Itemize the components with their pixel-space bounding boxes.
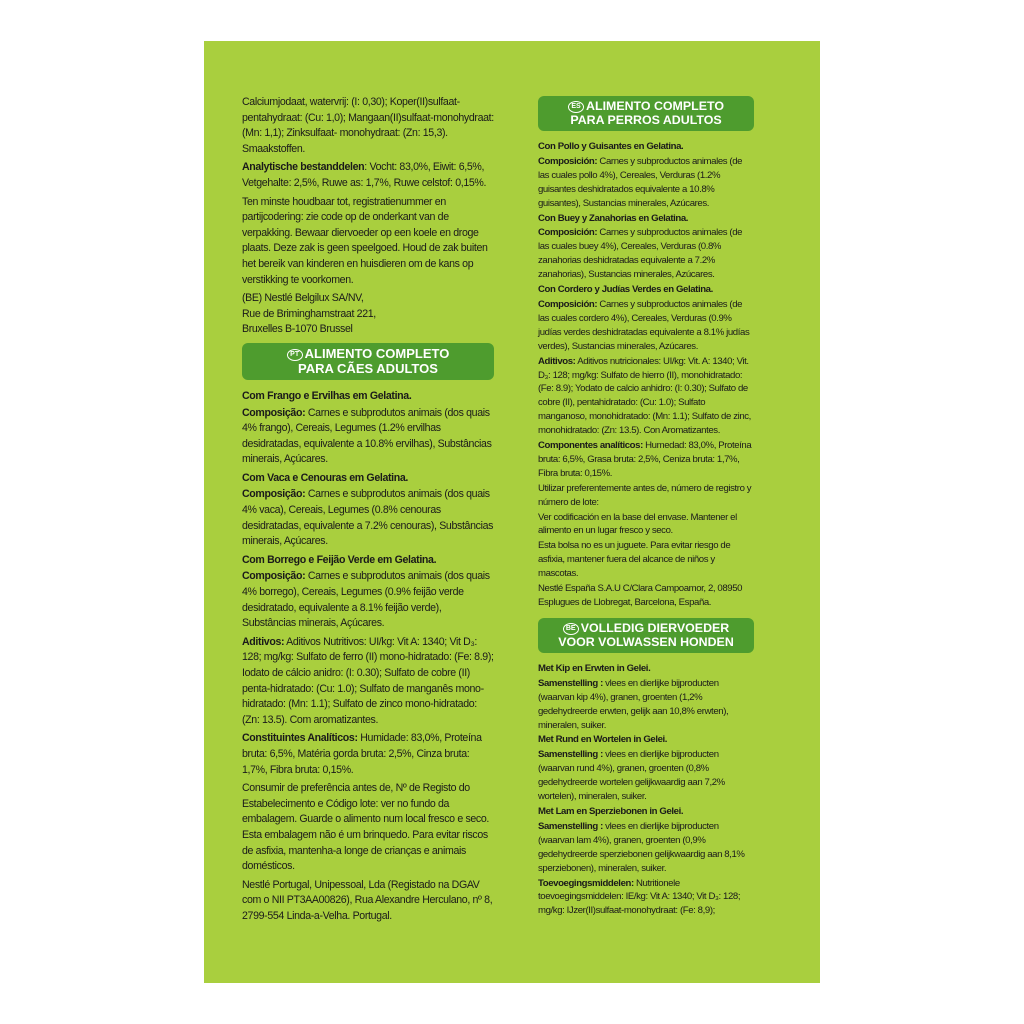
nl-address-line: (BE) Nestlé Belgilux SA/NV,	[242, 292, 364, 305]
es-storage: Esta bolsa no es un juguete. Para evitar riesgo de asfixia, mantener fuera del alcance de niños y mascotas.	[538, 540, 731, 580]
pt-variant-title: Com Borrego e Feijão Verde em Gelatina.	[242, 553, 437, 566]
be-banner-subtitle: VOOR VOLWASSEN HONDEN	[558, 634, 734, 649]
pt-variant-title: Com Vaca e Cenouras em Gelatina.	[242, 471, 409, 484]
left-column	[242, 95, 494, 926]
pt-banner-title: ALIMENTO COMPLETO	[304, 345, 450, 361]
pt-address: Nestlé Portugal, Unipessoal, Lda (Registado na DGAV com o NII PT3AA00826), Rua Alexandre Herculano, nº 8, 2799-554 Linda-a-Velha. Portugal.	[242, 878, 493, 922]
es-variant-composition: Composición: Carnes y subproductos animales (de las cuales cordero 4%), Cereales, Verduras (0.9% judías verdes deshidratadas equivalente a 8.1% judías verdes), Sustancias minerales, Azúcares.	[538, 298, 750, 352]
es-banner	[538, 96, 754, 131]
be-banner-title: VOLLEDIG DIERVOEDER	[580, 620, 730, 635]
es-flag-badge: ES	[568, 101, 584, 113]
pt-variant-composition: Composição: Carnes e subprodutos animais (dos quais 4% frango), Cereais, Legumes (1.2% ervilhas desidratadas, equivalente a 10.8% ervilhas), Substâncias minerais, Açúcares.	[242, 406, 492, 466]
nl-address-line: Rue de Briminghamstraat 221,	[242, 307, 376, 320]
pt-additives: Aditivos: Aditivos Nutritivos: UI/kg: Vit A: 1340; Vit D₃: 128; mg/kg: Sulfato de ferro (II) mono-hidratado: (Fe: 8.9); Iodato de cálcio anidro: (I: 0.30); Sulfato de cobre (II) penta-hidratado: (Cu: 1.0); Sulfato de manganês mono-hidratado: (Mn: 1.1); Sulfato de zinco mono-hidratado: (Zn: 13.5). Com aromatizantes.	[242, 635, 494, 726]
be-banner	[538, 618, 754, 653]
pt-banner	[242, 343, 494, 380]
pt-storage: Consumir de preferência antes de, Nº de Registo do Estabelecimento e Código lote: ver no fundo da embalagem. Guarde o alimento num local fresco e seco. Esta embalagem não é um brinquedo. Para evitar riscos de asfixia, mantenha-a longe de crianças e animais domésticos.	[242, 782, 490, 873]
es-variant-composition: Composición: Carnes y subproductos animales (de las cuales pollo 4%), Cereales, Verduras (1.2% guisantes deshidratados equivalente a 10.8% guisantes), Sustancias minerales, Azúcares.	[538, 155, 743, 209]
nl-variant-composition: Samenstelling : vlees en dierlijke bijproducten (waarvan lam 4%), granen, groenten (0,9% gedehydreerde sperziebonen gelijkwaardig aan 8,1% sperziebonen), mineralen, suiker.	[538, 820, 745, 874]
right-column	[538, 96, 754, 919]
nl-variant-composition: Samenstelling : vlees en dierlijke bijproducten (waarvan rund 4%), granen, groenten (0,8% gedehydreerde wortelen gelijkwaardig aan 7,2% wortelen), mineralen, suiker.	[538, 749, 725, 803]
nl-variant-title: Met Kip en Erwten in Gelei.	[538, 662, 651, 674]
es-variant-title: Con Buey y Zanahorias en Gelatina.	[538, 212, 689, 224]
pt-variant-composition: Composição: Carnes e subprodutos animais (dos quais 4% borrego), Cereais, Legumes (0.9% feijão verde desidratado, equivalente a 8.1% feijão verde), Substâncias minerais, Açúcares.	[242, 570, 490, 630]
es-analytic: Componentes analíticos: Humedad: 83,0%, Proteína bruta: 6,5%, Grasa bruta: 2,5%, Ceniza bruta: 1,7%, Fibra bruta: 0,15%.	[538, 440, 752, 479]
es-banner-subtitle: PARA PERROS ADULTOS	[570, 113, 722, 127]
nl-intro: Calciumjodaat, watervrij: (I: 0,30); Koper(II)sulfaat-pentahydraat: (Cu: 1,0); Mangaan(II)sulfaat-monohydraat: (Mn: 1,1); Zinksulfaat- monohydraat: (Zn: 15,3). Smaakstoffen.	[242, 96, 494, 155]
es-banner-title: ALIMENTO COMPLETO	[586, 99, 724, 113]
pt-banner-subtitle: PARA CÃES ADULTOS	[298, 360, 438, 376]
es-additives: Aditivos: Aditivos nutricionales: UI/kg: Vit. A: 1340; Vit. D₃: 128; mg/kg: Sulfato de hierro (II), monohidratado: (Fe: 8.9); Yodato de calcio anhidro: (I: 0.30); Sulfato de cobre (II), pentahidratado: (Cu: 1.0); Sulfato manganoso, monohidratado: (Mn: 1.1); Sulfato de zinc, monohidratado: (Zn: 13.5). Con Aromatizantes.	[538, 355, 751, 437]
nl-address	[242, 291, 494, 338]
pt-analytic: Constituintes Analíticos: Humidade: 83,0%, Proteína bruta: 6,5%, Matéria gorda bruta: 2,5%, Cinza bruta: 1,7%, Fibra bruta: 0,15%.	[242, 732, 482, 776]
nl-analytic-label: Analytische bestanddelen	[242, 161, 365, 174]
nl-address-line: Bruxelles B-1070 Brussel	[242, 323, 353, 336]
es-storage: Utilizar preferentemente antes de, número de registro y número de lote:	[538, 482, 752, 508]
be-flag-badge: BE	[563, 623, 579, 635]
nl-analytic-text: : Vocht: 83,0%, Eiwit: 6,5%, Vetgehalte: 2,5%, Ruwe as: 1,7%, Ruwe celstof: 0,15%.	[242, 161, 487, 189]
pt-variant-title: Com Frango e Ervilhas em Gelatina.	[242, 389, 412, 402]
es-address: Nestlé España S.A.U C/Clara Campoamor, 2, 08950 Esplugues de Llobregat, Barcelona, España.	[538, 583, 743, 608]
nl-variant-title: Met Rund en Wortelen in Gelei.	[538, 734, 668, 746]
label-panel	[204, 41, 820, 983]
nl-analytic	[242, 160, 494, 191]
es-storage: Ver codificación en la base del envase. Mantener el alimento en un lugar fresco y seco.	[538, 511, 737, 537]
pt-variant-composition: Composição: Carnes e subprodutos animais (dos quais 4% vaca), Cereais, Legumes (0.8% cenouras desidratadas, equivalente a 7.2% cenouras), Substâncias minerais, Açúcares.	[242, 488, 494, 548]
nl-additives: Toevoegingsmiddelen: Nutritionele toevoegingsmiddelen: IE/kg: Vit A: 1340; Vit D₃: 128; mg/kg: IJzer(II)sulfaat-monohydraat: (Fe: 8,9);	[538, 877, 741, 917]
nl-variant-title: Met Lam en Sperziebonen in Gelei.	[538, 805, 684, 817]
nl-storage: Ten minste houdbaar tot, registratienummer en partijcodering: zie code op de onderkant van de verpakking. Bewaar diervoeder op een koele en droge plaats. Deze zak is geen speelgoed. Houd de zak buiten het bereik van kinderen en huisdieren om de kans op verstikking te voorkomen.	[242, 195, 488, 286]
nl-variant-composition: Samenstelling : vlees en dierlijke bijproducten (waarvan kip 4%), granen, groenten (1,2% gedehydreerde erwten, gelijk aan 10,8% erwten), mineralen, suiker.	[538, 677, 729, 731]
es-variant-title: Con Cordero y Judías Verdes en Gelatina.	[538, 284, 713, 296]
es-variant-title: Con Pollo y Guisantes en Gelatina.	[538, 141, 684, 152]
pt-flag-badge: PT	[287, 349, 303, 361]
es-variant-composition: Composición: Carnes y subproductos animales (de las cuales buey 4%), Cereales, Verduras (0.8% zanahorias deshidratadas equivalente a 7.2% zanahorias), Sustancias minerales, Azúcares.	[538, 227, 743, 281]
